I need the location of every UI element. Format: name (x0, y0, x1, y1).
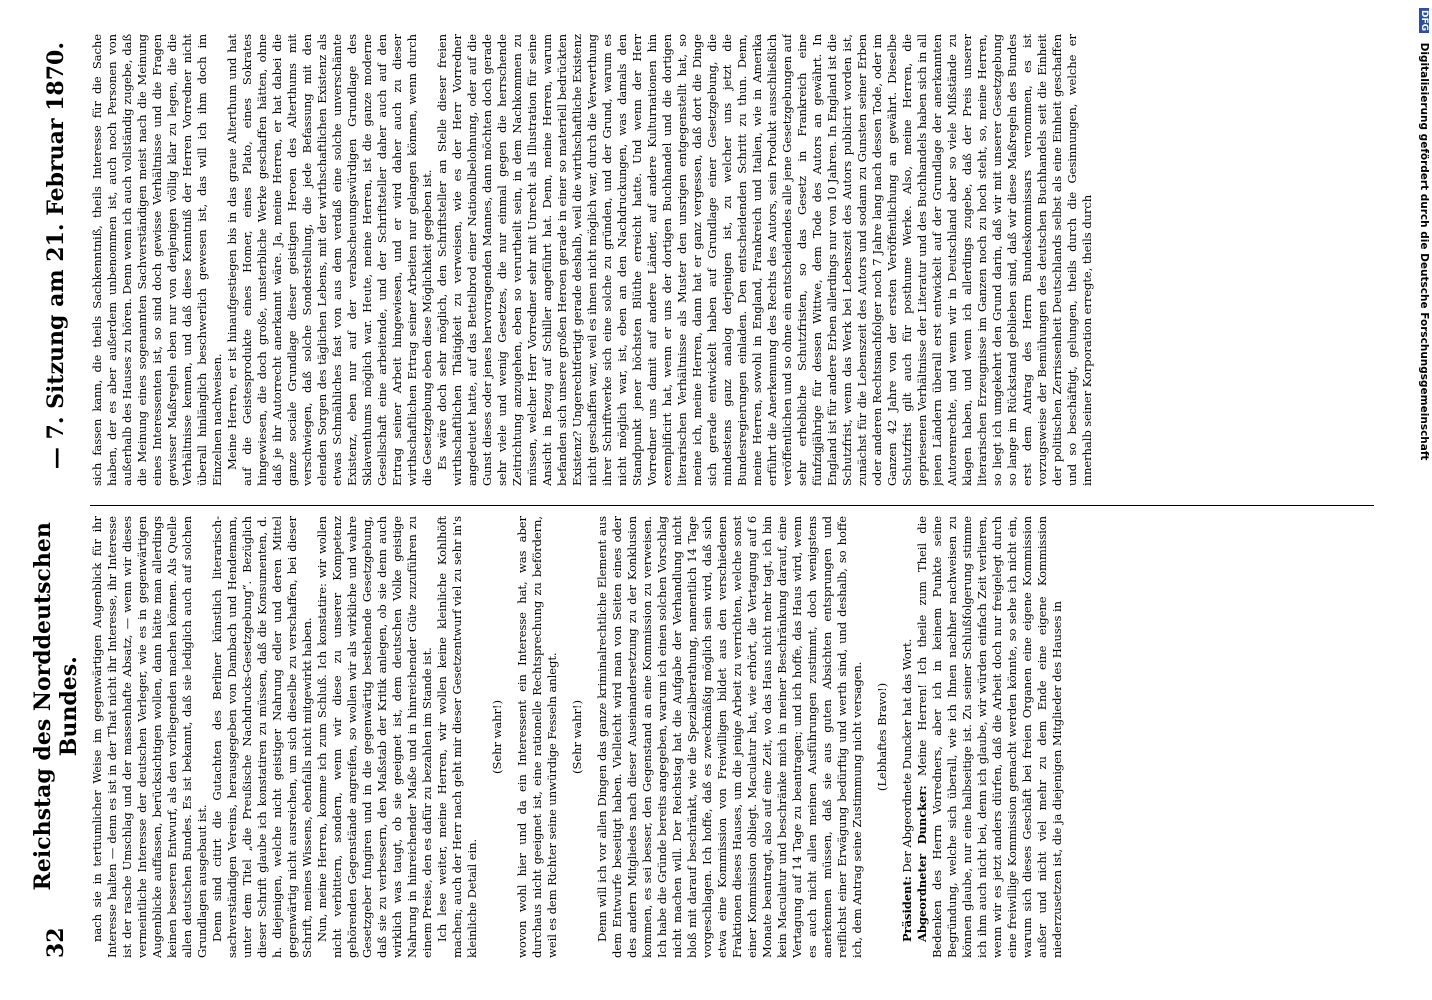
speaker-name: Präsident: (900, 876, 914, 942)
paragraph: Es wäre doch sehr möglich, den Schriftsteller an Stelle dieser freien wirthschaftlichen Thätigkeit zu verweisen, wie es der Herr Vorredner angedeutet hatte, auf das Bettelbrod einer Nationalbelohnung, oder auf die Gunst dieses oder jenes hervorragenden Mannes, dann möchten doch gerade sehr viele und wenig Gesetzes, die nur einmal gegen die herrschende Zeitrichtung anzugehen, eben so verurtheilt sein, in dem Nachkommen zu müssen, welcher Herr Vorredner sehr mit Unrecht als Illustration für seine Ansicht in Bezug auf Schiller angeführt hat. Denn, meine Herren, warum befanden sich unsere großen Heroen gerade in einer so materiell bedrückten Existenz? Ungerechtfertigt gerade deshalb, weil die wirthschaftliche Existenz nicht geschaffen war, weil es ihnen nicht möglich war, durch die Verwerthung ihrer Schriftwerke sich eine solche zu gründen, und der Grund, warum es nicht möglich war, ist, eben an den Nachdruckungen, was damals den Standpunkt jener höchsten Blüthe erreicht hatte. Und wenn der Herr Vorredner uns damit auf andere Länder, auf andere Kulturnationen hin exemplificirt hat, wenn er uns der dortigen Buchhandel und die dortigen literarischen Verhältnisse als Muster den unsrigen entgegenstellt hat, so meine ich, meine Herren, dann hat er ganz vergessen, daß dort die Dinge sich gerade entwickelt haben auf Grundlage einer Gesetzgebung, die mindestens ganz analog derjenigen ist, zu welcher uns jetzt die Bundesregierungen einladen. Den entscheidenden Schritt zu thun. Denn, meine Herren, sowohl in England, Frankreich und Italien, wie in Amerika erführt die Anerkennung des Rechts des Autors, sein Produkt ausschließlich veröffentlichen und so ohne ein entscheidendes alle jene Gesetzgebungen auf sehr erhebliche Schutzfristen, so das Gesetz in Frankreich eine fünfzigjährige für dessen Wittwe, dem Tode des Autors an gewährt. In England ist für andere Erben allerdings nur von 10 Jahren. In England ist die Schutzfrist, wenn das Werk bei Lebenszeit des Autors publicirt worden ist, zunächst für die Lebenszeit des Autors und sodann zu Gunsten seiner Erben oder anderen Rechtsnachfolger noch 7 Jahre lang nach dessen Tode, oder im Ganzen 42 Jahre von der ersten Veröffentlichung an gewährt. Dieselbe Schutzfrist gilt auch für posthume Werke. Also, meine Herren, die gepriesenen Verhältnisse der Literatur und des Buchhandels haben sich in all jenen Ländern überall erst entwickelt auf der Grundlage der anerkannten Autorenrechte, und wenn wir in Deutschland aber so viele Mißstände zu klagen haben, und wenn ich allerdings zugebe, daß der Preis unserer literarischen Erzeugnisse im Ganzen noch zu hoch steht, so, meine Herren, so liegt ich umgekehrt den Grund darin, daß wir mit unserer Gesetzgebung so lange im Rückstand geblieben sind, daß wir diese Maßregeln des Bundes erst dem Antrag des Herrn Bundeskommissars vernommen, es ist vorzugsweise der Bemühungen des deutschen Buchhandels seit die Einheit der politischen Zerrissenheit Deutschlands selbst als eine Einheit geschaffen und so beschäftigt, gelungen, theils durch die Gesinnungen, welche er innerhalb seiner Korporation erregte, theils durch (435, 34, 1094, 486)
paragraph: Ich lese weiter, meine Herren, wir wollen keine kleinliche Kohlhöft machen; auch der Herr nach geht mir dieser Gesetzentwurf viel zu sehr in's kleinliche Detail ein. (435, 516, 479, 958)
paragraph: wovon wohl hier und da ein Interessent ein Interesse hat, was aber durchaus nicht geeignet ist, eine rationelle Rechtsprechung zu befördern, weil es dem Richter seine unwürdige Fesseln anlegt. (515, 516, 559, 958)
paragraph: Denn sind citirt die Gutachten des Berliner künstlich literarisch-sachverständigen Vereins, herausgegeben von Dambach und Hendemann, unter dem Titel „die Preußische Nachdrucks-Gesetzgebung“. Bezüglich dieser Schrift glaube ich konstatiren zu müssen, daß die Konsumenten, d. h. diejenigen, welche nicht geistiger Nahrung edler und deren Mittel gegenwärtig nicht ausreichen, um sich dieselbe zu verschaffen, bei dieser Schrift, meines Wissens, ebenfalls nicht mitgewirkt haben. (210, 516, 314, 958)
page-header (32, 42, 80, 958)
page-number: 32 (43, 927, 69, 958)
digitization-note (1416, 8, 1430, 848)
dfg-logo: DFG (1419, 10, 1429, 32)
left-column (90, 516, 1374, 958)
paragraph: Meine Herren, er ist hinaufgestiegen bis in das graue Alterthum und hat auf die Geistesprodukte eines Homer, eines Plato, eines Sokrates hingewiesen, die doch große, unsterbliche Werke geschaffen hätten, ohne daß je ihr Autorrecht anerkannt wäre. Ja, meine Herren, er hat dabei die ganze sociale Grundlage dieser geistigen Heroen des Alterthums mit verschwiegen, daß solche Sonderstellung, die jede Befassung mit den elenden Sorgen des täglichen Lebens, mit der wirthschaftlichen Existenz als etwas Schmähliches fast von aus dem verdaß eine solche unverschämte Existenz, eben nur auf der verabscheuungswürdigen Grundlage des Sklaventhums möglich war. Heute, meine Herren, ist die ganze moderne Gesellschaft eine arbeitende, und der Schriftsteller daher auch auf den Ertrag seiner Arbeit hingewiesen, und er wird daher auch zu dieser wirthschaftlichen Ertrag seiner Arbeiten nur gelangen können, wenn durch die Gesetzgebung eben diese Möglichkeit gegeben ist. (225, 34, 434, 486)
paragraph: Denn will ich vor allen Dingen das ganze kriminalrechtliche Element aus dem Entwurfe beseitigt haben. Vielleicht wird man von Seiten eines oder des andern Mitgliedes nach dieser Auseinandersetzung zu der Konklusion kommen, es sei besser, den Gegenstand an eine Kommission zu verweisen. Ich habe die Gründe bereits angegeben, warum ich einen solchen Vorschlag nicht machen will. Der Reichstag hat die Aufgabe der Verhandlung nicht bloß mit darauf beschränkt, wie die Spezialberathung, namentlich 14 Tage vorgeschlagen. Ich hoffe, daß es zweckmäßig möglich sein wird, daß sich etwa eine Kommission von Freiwilligen bildet aus den verschiedenen Fraktionen dieses Hauses, um die jenige Arbeit zu verrichten, welche sonst einer Kommission obliegt. Maculatur hat, wie erhört, die Vertagung auf 6 Monate beantragt, also auf eine Zeit, wo das Haus nicht mehr tagt, ich bin kein Maculatur und beschränke mich in meiner Beschränkung darauf, eine Vertagung auf 14 Tage zu beantragen; und ich hoffe, das Haus wird, wenn es auch nicht allen meinen Ausführungen zustimmt, doch wenigstens anerkennen müssen, daß sie aus guten Absichten entsprungen und reiflichst einer Erwägung bedürftig und werth sind, und deshalb, so hoffe ich, dem Antrag seine Zustimmung nicht versagen. (595, 516, 864, 958)
right-column (90, 34, 1374, 486)
speech-text: Meine Herren! Ich theile zum Theil die Bedenken des Herrn Vorredners, aber ich in keinem Punkte seine Begründung, welche sich überall, wie ich Ihnen nachher nachweisen zu können glaube, nur eine halbseitige ist. Zu seiner Schlußfolgerung stimme ich ihm auch nicht bei, denn ich glaube, wir würden einfach Zeit verlieren, wenn wir es jetzt anders dürfen, daß die Arbeit doch nur freigelegt durch eine freiwillige Kommission gemacht werden könnte, so sehe ich nicht ein, warum sich dieses Geschäft bei freien Organen eine eigene Kommission außer und nicht viel mehr zu dem Ende eine eigene Kommission niederzusetzen ist, die ja diejenigen Mitglieder des Hauses in (915, 516, 1064, 958)
paragraph: Nun, meine Herren, komme ich zum Schluß. Ich konstatire: wir wollen nicht verbittern, sondern, wenn wir diese zu unserer Kompetenz gehörenden Gegenstände angreifen, so wollen wir als wirkliche und wahre Gesetzgeber fungiren und in die gegenwärtig bestehende Gesetzgebung, daß sie zu verbessern, den Maßstab der Kritik anlegen, ob sie denn auch wirklich was taugt, ob sie geeignet ist, dem deutschen Volke geistige Nahrung in hinreichender Maße und in hinreichender Güte zuzuführen zu einem Preise, den es dafür zu bezahlen im Stande ist. (315, 516, 434, 958)
speech-paragraph (915, 516, 1065, 958)
interjection: (Lebhaftes Bravo!) (875, 682, 889, 792)
digitization-text: Digitalisierung gefördert durch die Deutsche Forschungsgemeinschaft (1418, 42, 1430, 461)
interjection: (Sehr wahr!) (490, 700, 504, 774)
document-page (20, 20, 1392, 980)
running-title: Reichstag des Norddeutschen Bundes. (30, 522, 82, 891)
speech-text: Der Abgeordnete Duncker hat das Wort. (900, 638, 914, 873)
speech-paragraph (900, 516, 915, 958)
speaker-name: Abgeordneter Duncker: (915, 785, 929, 942)
session-title: — 7. Sitzung am 21. Februar 1870. (43, 42, 69, 470)
column-divider (90, 505, 1374, 506)
interjection: (Sehr wahr!) (570, 700, 584, 774)
paragraph: sich fassen kann, die theils Sachkenntniß, theils Interesse für die Sache haben, der es aber außerdem unbenommen ist, auch noch Personen von außerhalb des Hauses zu hören. Denn wenn ich auch vollständig zugebe, daß die Meinung eines sogenannten Sachverständigen meist nach die Meinung eines Interessenten ist, so sind doch gewisse Verhältnisse und die Fragen gewisser Maßregeln eben nur von denjenigen völlig klar zu legen, die die Verhältnisse kennen, und daß diese Kenntniß der Herren Vorredner nicht überall hinlänglich beschwerlich gewesen ist, das will ich ihm doch im Einzelnen nachweisen. (90, 34, 224, 486)
paragraph: nach sie in tertiumlicher Weise im gegenwärtigen Augenblick für ihr Interesse halten — denn es ist in der That nicht ihr Interesse, ihr Interesse ist der rasche Umschlag und der massenhafte Absatz, — wenn wir dieses vermeintliche Interesse der deutschen Verleger, wie es in gegenwärtigen Augenblicke auffassen, berücksichtigen wollen, dann hätte man allerdings keinen besseren Entwurf, als den vorliegenden machen können. Als Quelle allen deutschen Bundes. Es ist bekannt, daß sie lediglich auch auf solchen Grundlagen ausgebaut ist. (90, 516, 209, 958)
